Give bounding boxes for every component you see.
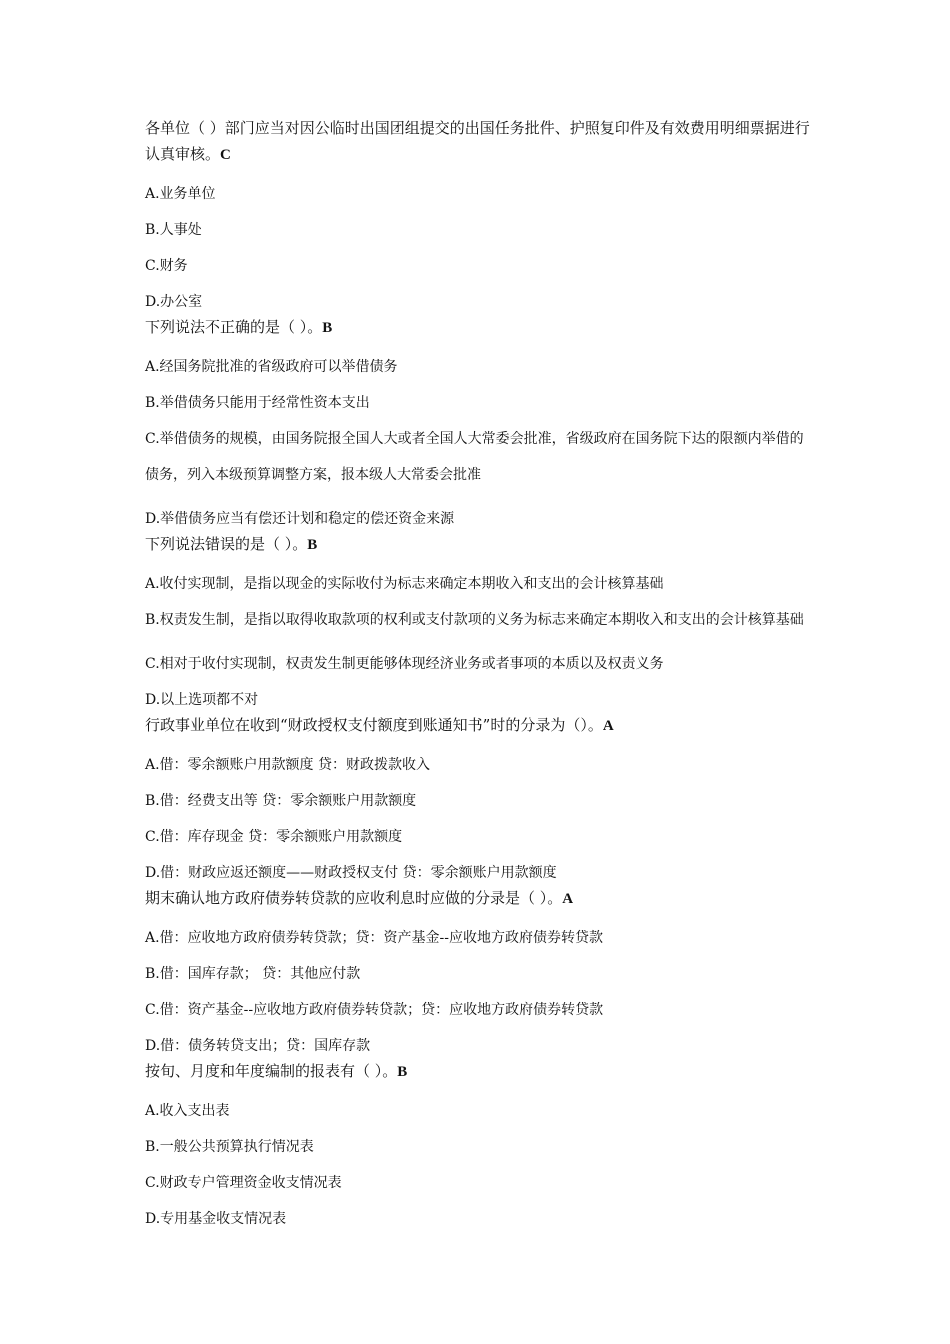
option-d: D.借：财政应返还额度——财政授权支付 贷：零余额账户用款额度 <box>145 865 557 881</box>
option-a: A.业务单位 <box>145 186 216 202</box>
question-block <box>145 531 815 710</box>
question-stem: 各单位（ ）部门应当对因公临时出国团组提交的出国任务批件、护照复印件及有效费用明细票据进行认真审核。C <box>145 119 810 163</box>
question-block <box>145 712 815 883</box>
question-stem: 下列说法不正确的是（ ）。B <box>145 318 333 336</box>
option-b: B.借：经费支出等 贷：零余额账户用款额度 <box>145 793 417 809</box>
question-list <box>145 115 815 1229</box>
option-b: B.人事处 <box>145 222 202 238</box>
answer-key: A <box>562 891 574 907</box>
option-a: A.借：应收地方政府债券转贷款；贷：资产基金--应收地方政府债券转贷款 <box>145 930 604 946</box>
option-b: B.借：国库存款； 贷：其他应付款 <box>145 966 361 982</box>
answer-key: A <box>602 718 614 734</box>
answer-key: B <box>322 320 333 336</box>
option-d: D.专用基金收支情况表 <box>145 1211 287 1227</box>
option-b: B.一般公共预算执行情况表 <box>145 1139 314 1155</box>
question-stem: 期末确认地方政府债券转贷款的应收利息时应做的分录是（ ）。A <box>145 889 574 907</box>
option-d: D.办公室 <box>145 294 203 310</box>
question-block <box>145 1058 815 1229</box>
option-d: D.借：债务转贷支出；贷：国库存款 <box>145 1038 371 1054</box>
option-c: C.财务 <box>145 258 188 274</box>
option-d: D.以上选项都不对 <box>145 692 259 708</box>
option-c: C.举借债务的规模，由国务院报全国人大或者全国人大常委会批准，省级政府在国务院下达的限额内举借的债务，列入本级预算调整方案，报本级人大常委会批准 <box>145 431 804 483</box>
option-a: A.收入支出表 <box>145 1103 230 1119</box>
answer-key: B <box>397 1064 408 1080</box>
option-a: A.收付实现制，是指以现金的实际收付为标志来确定本期收入和支出的会计核算基础 <box>145 576 664 592</box>
option-c: C.相对于收付实现制，权责发生制更能够体现经济业务或者事项的本质以及权责义务 <box>145 656 664 672</box>
question-stem: 按旬、月度和年度编制的报表有（ ）。B <box>145 1062 408 1080</box>
option-a: A.借：零余额账户用款额度 贷：财政拨款收入 <box>145 757 431 773</box>
question-stem: 行政事业单位在收到“财政授权支付额度到账通知书”时的分录为（）。A <box>145 716 614 734</box>
answer-key: B <box>307 537 318 553</box>
answer-key: C <box>220 147 231 163</box>
question-block <box>145 314 815 529</box>
option-c: C.财政专户管理资金收支情况表 <box>145 1175 342 1191</box>
question-stem: 下列说法错误的是（ ）。B <box>145 535 318 553</box>
question-block <box>145 885 815 1056</box>
option-a: A.经国务院批准的省级政府可以举借债务 <box>145 359 398 375</box>
option-b: B.举借债务只能用于经常性资本支出 <box>145 395 370 411</box>
option-c: C.借：库存现金 贷：零余额账户用款额度 <box>145 829 403 845</box>
option-c: C.借：资产基金--应收地方政府债券转贷款；贷：应收地方政府债券转贷款 <box>145 1002 604 1018</box>
option-b: B.权责发生制，是指以取得收取款项的权利或支付款项的义务为标志来确定本期收入和支出的会计核算基础 <box>145 612 804 628</box>
option-d: D.举借债务应当有偿还计划和稳定的偿还资金来源 <box>145 511 455 527</box>
question-block <box>145 115 815 312</box>
